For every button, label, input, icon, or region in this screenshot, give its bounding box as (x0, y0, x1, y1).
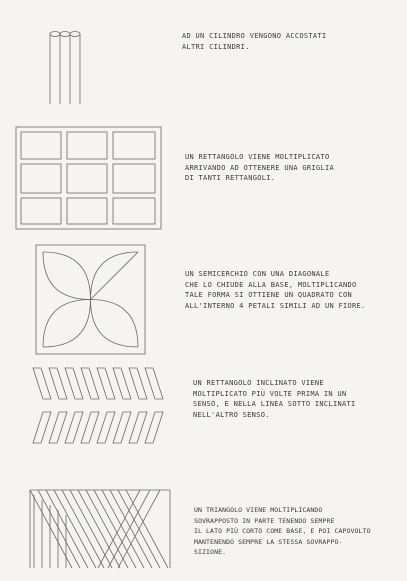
note-triangles (194, 505, 371, 558)
note-line: DI TANTI RETTANGOLI. (185, 174, 276, 182)
note-line: MANTENENDO SEMPRE LA STESSA SOVRAPPO- (194, 537, 343, 546)
note-line: TALE FORMA SI OTTIENE UN QUADRATO CON (185, 291, 353, 299)
note-line: UN TRIANGOLO VIENE MOLTIPLICANDO (194, 506, 323, 514)
note-line: UN RETTANGOLO INCLINATO VIENE (193, 379, 324, 387)
note-line: MOLTIPLICATO PIÙ VOLTE PRIMA IN UN (193, 389, 347, 398)
note-line: SOVRAPPOSTO IN PARTE TENENDO SEMPRE (194, 516, 335, 525)
note-line: ARRIVANDO AD OTTENERE UNA GRIGLIA (185, 163, 334, 172)
note-line: AD UN CILINDRO VENGONO ACCOSTATI (182, 32, 327, 40)
note-line: IL LATO PIÙ CORTO COME BASE, E POI CAPOVOLTO (194, 527, 371, 535)
note-cylinders (182, 31, 326, 52)
note-line: CHE LO CHIUDE ALLA BASE, MOLTIPLICANDO (185, 280, 357, 289)
note-line: ALL'INTERNO 4 PETALI SIMILI AD UN FIORE. (185, 301, 366, 310)
note-petal-square (185, 269, 366, 311)
note-line: ALTRI CILINDRI. (182, 42, 250, 51)
note-line: UN SEMICERCHIO CON UNA DIAGONALE (185, 270, 330, 278)
note-rectangle-grid (185, 152, 334, 184)
note-line: UN RETTANGOLO VIENE MOLTIPLICATO (185, 153, 330, 161)
note-line: SENSO, E NELLA LINEA SOTTO INCLINATI (193, 400, 356, 408)
note-line: SIZIONE. (194, 548, 227, 556)
note-line: NELL'ALTRO SENSO. (193, 410, 270, 419)
note-inclined-rectangles (193, 378, 356, 420)
